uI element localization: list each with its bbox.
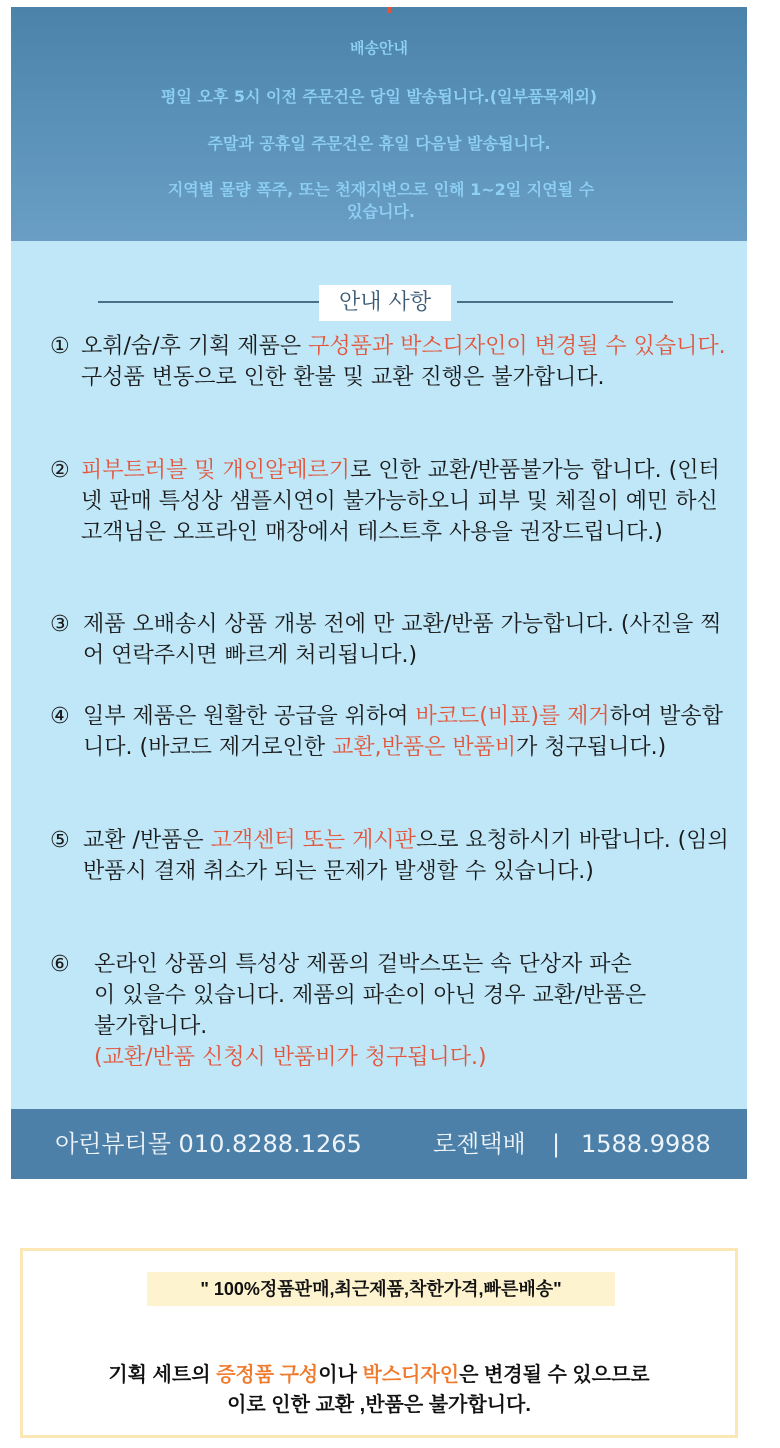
item-text [50, 331, 730, 393]
item-highlight: 구성품과 박스디자인이 변경될 수 있습니다. [308, 334, 726, 359]
item-text [50, 701, 730, 763]
item-highlight: 바코드(비표)를 제거 [415, 704, 610, 729]
shipping-line-weekday: 평일 오후 5시 이전 주문건은 당일 발송됩니다.(일부품목제외) [160, 87, 598, 106]
notice-item-1 [50, 331, 730, 393]
courier-name: 로젠택배 [433, 1130, 526, 1158]
item-text [50, 455, 730, 548]
item-text-part: 가 청구됩니다.) [516, 735, 667, 760]
bottom-text-part: 이나 [318, 1364, 363, 1386]
item-text [50, 825, 730, 887]
notice-heading: 안내 사항 [319, 285, 451, 321]
item-number: ① [50, 334, 70, 359]
banner-accent-mark [387, 7, 391, 13]
item-text [50, 949, 650, 1073]
bottom-line-1 [23, 1358, 735, 1387]
shop-phone: 아린뷰티몰 010.8288.1265 [55, 1130, 362, 1158]
contact-bar [11, 1109, 747, 1179]
item-highlight: 고객센터 또는 게시판 [210, 828, 416, 853]
courier-phone: 1588.9988 [581, 1130, 711, 1158]
bottom-notice-box [20, 1248, 738, 1438]
item-highlight: (교환/반품 신청시 반품비가 청구됩니다.) [94, 1045, 487, 1070]
notice-item-5 [50, 825, 730, 887]
item-number: ② [50, 458, 70, 483]
item-highlight: 교환,반품은 반품비 [332, 735, 517, 760]
heading-rule-right [457, 301, 673, 303]
bottom-text-part: 은 변경될 수 있으므로 [459, 1364, 650, 1386]
item-number: ⑥ [50, 952, 70, 977]
bottom-headline: " 100%정품판매,최근제품,착한가격,빠른배송" [147, 1272, 615, 1306]
shipping-line-weekend: 주말과 공휴일 주문건은 휴일 다음날 발송됩니다. [207, 134, 551, 153]
bottom-text-part: 기획 세트의 [108, 1364, 217, 1386]
bottom-line-2: 이로 인한 교환 ,반품은 불가합니다. [227, 1394, 531, 1416]
item-highlight: 피부트러블 및 개인알레르기 [81, 458, 351, 483]
shipping-line-delay: 지역별 물량 폭주, 또는 천재지변으로 인해 1~2일 지연될 수 있습니다. [167, 180, 595, 221]
item-text-part: 으로 요청하시기 바랍니다. (임의반품시 결재 취소가 되는 문제가 발생할 수 있습니다.) [83, 828, 729, 884]
item-number: ④ [50, 704, 70, 729]
item-number: ③ [50, 612, 70, 637]
item-text-part: 로 인한 교환/반품불가능 합니다. (인터넷 판매 특성상 샘플시연이 불가능하오니 피부 및 체질이 예민 하신 고객님은 오프라인 매장에서 테스트후 사용을 권장드립니다.) [81, 458, 720, 545]
item-text-part: 온라인 상품의 특성상 제품의 겉박스또는 속 단상자 파손이 있을수 있습니다. 제품의 파손이 아닌 경우 교환/반품은 불가합니다. [94, 952, 647, 1039]
item-number: ⑤ [50, 828, 70, 853]
item-text-part: 오휘/숨/후 기획 제품은 [81, 334, 309, 359]
bottom-highlight: 박스디자인 [362, 1364, 460, 1386]
bottom-highlight: 증정품 구성 [216, 1364, 319, 1386]
shipping-title: 배송안내 [350, 39, 408, 57]
notice-item-3 [50, 609, 740, 671]
item-text: 제품 오배송시 상품 개봉 전에 만 교환/반품 가능합니다. (사진을 찍어 연락주시면 빠르게 처리됩니다.) [83, 612, 722, 668]
heading-rule-left [98, 301, 323, 303]
shipping-banner [11, 7, 747, 241]
item-text-part: 교환 /반품은 [83, 828, 211, 853]
notice-item-2 [50, 455, 730, 548]
item-text-part: 하여 발송합니다. (바코드 제거로인한 [83, 704, 723, 760]
item-text-part: 구성품 변동으로 인한 환불 및 교환 진행은 불가합니다. [81, 365, 605, 390]
notice-item-4 [50, 701, 730, 763]
notice-panel [11, 241, 747, 1109]
contact-separator: | [552, 1130, 561, 1158]
item-text-part: 일부 제품은 원활한 공급을 위하여 [83, 704, 416, 729]
notice-item-6 [50, 949, 730, 1073]
